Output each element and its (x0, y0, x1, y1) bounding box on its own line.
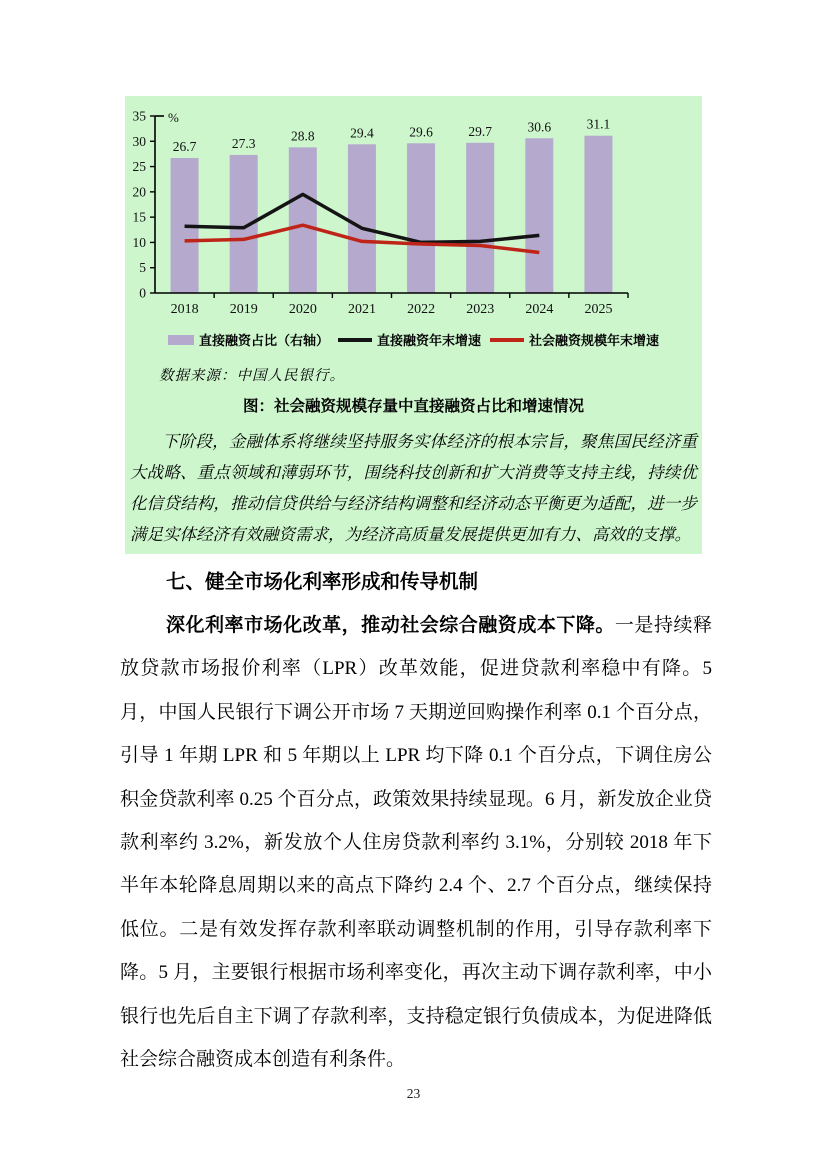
bar-value-label: 30.6 (527, 119, 552, 135)
body-paragraph (120, 604, 712, 1081)
y-tick-label: 5 (139, 260, 146, 276)
bar (348, 144, 376, 293)
legend-label: 直接融资年末增速 (376, 333, 481, 348)
x-tick-label: 2024 (525, 302, 554, 317)
bar (407, 143, 435, 293)
bar (466, 143, 494, 293)
y-tick-label: 0 (139, 285, 146, 301)
bar-value-label: 29.7 (468, 123, 492, 139)
bar-value-label: 27.3 (231, 135, 256, 151)
y-tick-label: 35 (132, 108, 146, 124)
x-tick-label: 2018 (170, 302, 199, 317)
x-tick-label: 2023 (466, 302, 495, 317)
bar (289, 147, 317, 293)
bar-value-label: 31.1 (586, 116, 611, 132)
legend-label: 社会融资规模年末增速 (529, 333, 660, 348)
bar-value-label: 29.4 (350, 125, 374, 141)
x-tick-label: 2025 (584, 302, 613, 317)
y-tick-label: 25 (132, 159, 146, 175)
legend-line-swatch-icon (490, 338, 524, 342)
y-tick-label: 10 (132, 234, 146, 250)
x-tick-label: 2021 (347, 302, 376, 317)
y-tick-label: 20 (132, 184, 146, 200)
y-tick-label: 30 (132, 133, 146, 149)
chart-canvas (125, 108, 702, 330)
legend-item (168, 330, 329, 349)
bar-value-label: 26.7 (172, 138, 197, 154)
bar (525, 138, 553, 293)
figure-source: 数据来源：中国人民银行。 (159, 368, 345, 384)
bar-value-label: 28.8 (291, 128, 315, 144)
section-heading: 七、健全市场化利率形成和传导机制 (166, 571, 479, 593)
y-axis-unit-label: % (168, 110, 179, 125)
bar (584, 136, 612, 293)
bar-value-label: 29.6 (409, 124, 433, 140)
x-tick-label: 2019 (229, 302, 258, 317)
figure-caption: 图：社会融资规模存量中直接融资占比和增速情况 (242, 398, 584, 415)
figure-box (125, 96, 702, 554)
body-text: 一是持续释放贷款市场报价利率（LPR）改革效能，促进贷款利率稳中有降。5 月，中国人民银行下调公开市场 7 天期逆回购操作利率 0.1 个百分点，引导 1 年期 LPR 和 5 年期以上 LPR 均下降 0.1 个百分点，下调住房公积金贷款利率 0.25 个百分点，政策效果持续显现。6 月，新发放企业贷款利率约 3.2%，新发放个人住房贷款利率约 3.1%，分别较 2018 年下半年本轮降息周期以来的高点下降约 2.4 个、2.7 个百分点，继续保持低位。二是有效发挥存款利率联动调整机制的作用，引导存款利率下降。5 月，主要银行根据市场利率变化，再次主动下调存款利率，中小银行也先后自主下调了存款利率，支持稳定银行负债成本，为促进降低社会综合融资成本创造有利条件。 (120, 615, 712, 1071)
legend-bar-swatch-icon (168, 335, 194, 345)
figure-paragraph: 下阶段，金融体系将继续坚持服务实体经济的根本宗旨，聚焦国民经济重大战略、重点领域和薄弱环节，围绕科技创新和扩大消费等支持主线，持续优化信贷结构，推动信贷供给与经济结构调整和经济动态平衡更为适配，进一步满足实体经济有效融资需求，为经济高质量发展提供更加有力、高效的支撑。 (130, 432, 697, 544)
legend-line-swatch-icon (338, 338, 372, 342)
chart-legend (125, 330, 702, 349)
legend-label: 直接融资占比（右轴） (198, 333, 329, 348)
x-tick-label: 2020 (288, 302, 317, 317)
x-tick-label: 2022 (407, 302, 436, 317)
legend-item (490, 330, 659, 349)
page-number: 23 (406, 1086, 421, 1101)
body-lead-bold: 深化利率市场化改革，推动社会综合融资成本下降。 (166, 615, 615, 636)
legend-item (338, 330, 481, 349)
y-tick-label: 15 (132, 209, 146, 225)
